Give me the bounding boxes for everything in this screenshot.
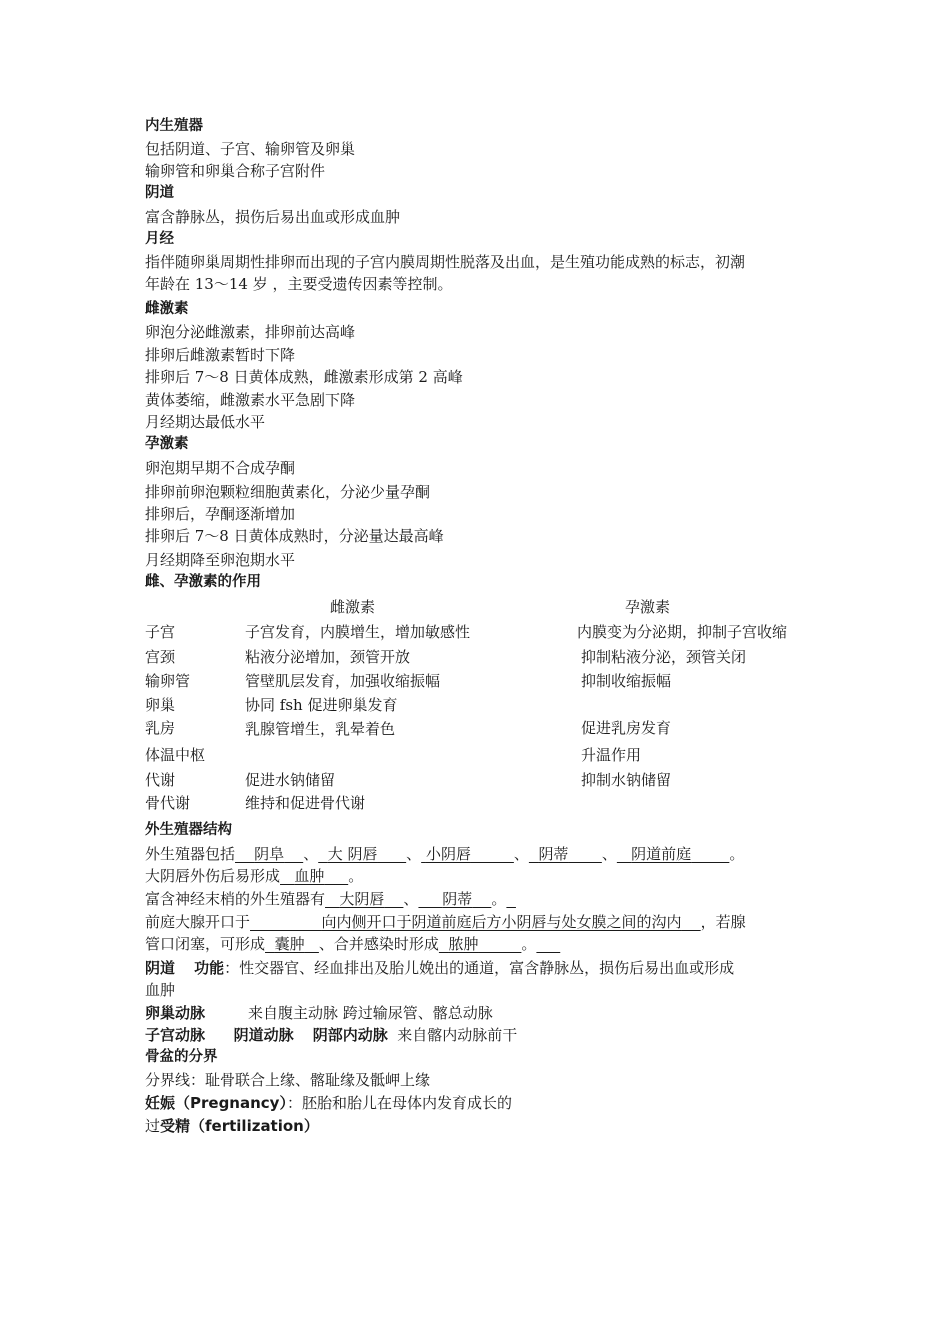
row-progesterone: 抑制收缩振幅 [581,672,672,690]
heading-vagina-function: 阴道 [145,959,176,977]
row-estrogen: 管壁肌层发育，加强收缩振幅 [245,672,441,690]
text-line: 黄体萎缩，雌激素水平急剧下降 [145,391,356,409]
heading-ovarian-artery: 卵巢动脉 [145,1004,206,1022]
blank-answer: 大阴唇 [339,890,385,908]
row-estrogen: 粘液分泌增加，颈管开放 [245,648,411,666]
heading-external-genital: 外生殖器结构 [145,822,232,838]
heading-effects: 雌、孕激素的作用 [145,574,261,590]
row-progesterone: 升温作用 [581,746,642,764]
blank-answer: 小阴唇 [425,845,471,863]
blank-answer: 阴阜 [254,845,285,863]
fertilization-line: 过受精（fertilization） [145,1117,319,1135]
text-line: 卵泡分泌雌激素，排卵前达高峰 [145,323,356,341]
row-organ: 乳房 [145,719,176,737]
heading-inner-genital: 内生殖器 [145,118,203,134]
text-line: 排卵后，孕酮逐渐增加 [145,505,296,523]
row-organ: 代谢 [145,771,176,789]
heading-fertilization: 受精（fertilization） [160,1117,319,1135]
text-line: 指伴随卵巢周期性排卵而出现的子宫内膜周期性脱落及出血，是生殖功能成熟的标志，初潮 [145,253,746,271]
blank-answer: 大 阴唇 [327,845,378,863]
row-organ: 卵巢 [145,696,176,714]
blank-answer: 血肿 [294,867,325,885]
text-line: 年龄在 13～14 岁 ，主要受遗传因素等控制。 [145,275,453,293]
blank-answer: 脓肿 [448,935,479,953]
blank-answer: 囊肿 [274,935,305,953]
fill-blank-line: 外生殖器包括 阴阜 、 大 阴唇 、 小阴唇 、 阴蒂 、 阴道前庭 。 [145,845,745,863]
row-progesterone: 促进乳房发育 [581,719,672,737]
heading-progesterone: 孕激素 [145,436,189,452]
internal-artery-line: 子宫动脉 阴道动脉 阴部内动脉 来自髂内动脉前干 [145,1026,518,1044]
fill-blank-line: 大阴唇外伤后易形成 血肿 。 [145,867,364,885]
heading-vagina: 阴道 [145,185,174,201]
row-estrogen: 乳腺管增生，乳晕着色 [245,720,396,738]
row-organ: 骨代谢 [145,794,191,812]
row-progesterone: 内膜变为分泌期，抑制子宫收缩 [577,623,788,641]
text-line: 排卵前卵泡颗粒细胞黄素化，分泌少量孕酮 [145,483,431,501]
column-header-progesterone: 孕激素 [625,598,671,616]
function-label: 功能 [194,959,225,977]
text-line: 血肿 [145,981,176,999]
heading-pelvis: 骨盆的分界 [145,1049,218,1065]
text-line: 输卵管和卵巢合称子宫附件 [145,162,326,180]
text-line: 月经期降至卵泡期水平 [145,551,296,569]
row-estrogen: 子宫发育，内膜增生，增加敏感性 [245,623,471,641]
fill-blank-line: 前庭大腺开口于 向内侧开口于阴道前庭后方小阴唇与处女膜之间的沟内 ，若腺 [145,913,746,931]
line-prefix: 外生殖器包括 [145,845,236,863]
fill-blank-line: 富含神经末梢的外生殖器有 大阴唇 、 阴蒂 。 [145,890,507,908]
column-header-estrogen: 雌激素 [330,598,376,616]
row-organ: 宫颈 [145,648,176,666]
text-line: 包括阴道、子宫、输卵管及卵巢 [145,140,356,158]
heading-uterine-artery: 子宫动脉 [145,1026,206,1044]
fill-blank-line: 管口闭塞，可形成 囊肿 、合并感染时形成 脓肿 。 [145,935,537,953]
heading-menstruation: 月经 [145,231,174,247]
text-line: 排卵后 7～8 日黄体成熟，雌激素形成第 2 高峰 [145,368,463,386]
blank-answer: 阴蒂 [442,890,473,908]
heading-pudendal-artery: 阴部内动脉 [312,1026,388,1044]
blank-answer: 向内侧开口于阴道前庭后方小阴唇与处女膜之间的沟内 [321,913,682,931]
text-line: 富含静脉丛，损伤后易出血或形成血肿 [145,208,401,226]
text-line: 分界线：耻骨联合上缘、髂耻缘及骶岬上缘 [145,1071,431,1089]
heading-estrogen: 雌激素 [145,301,189,317]
row-progesterone: 抑制水钠储留 [581,771,672,789]
blank-answer: 阴蒂 [538,845,569,863]
text-line: 卵泡期早期不合成孕酮 [145,459,296,477]
row-organ: 体温中枢 [145,746,206,764]
row-estrogen: 协同 fsh 促进卵巢发育 [245,696,398,714]
heading-pregnancy: 妊娠（Pregnancy） [145,1094,287,1112]
row-progesterone: 抑制粘液分泌，颈管关闭 [581,648,747,666]
ovarian-artery-line: 卵巢动脉 来自腹主动脉 跨过输尿管、髂总动脉 [145,1004,493,1022]
text-line: 排卵后雌激素暂时下降 [145,346,296,364]
text-line: 月经期达最低水平 [145,413,266,431]
pregnancy-line: 妊娠（Pregnancy）：胚胎和胎儿在母体内发育成长的 [145,1094,512,1112]
row-estrogen: 促进水钠储留 [245,771,336,789]
row-organ: 子宫 [145,623,176,641]
row-estrogen: 维持和促进骨代谢 [245,794,366,812]
vagina-function-line: 阴道 功能：性交器官、经血排出及胎儿娩出的通道，富含静脉丛，损伤后易出血或形成 [145,959,735,977]
blank-answer: 阴道前庭 [631,845,692,863]
heading-vaginal-artery: 阴道动脉 [233,1026,294,1044]
text-line: 排卵后 7～8 日黄体成熟时，分泌量达最高峰 [145,527,444,545]
row-organ: 输卵管 [145,672,191,690]
